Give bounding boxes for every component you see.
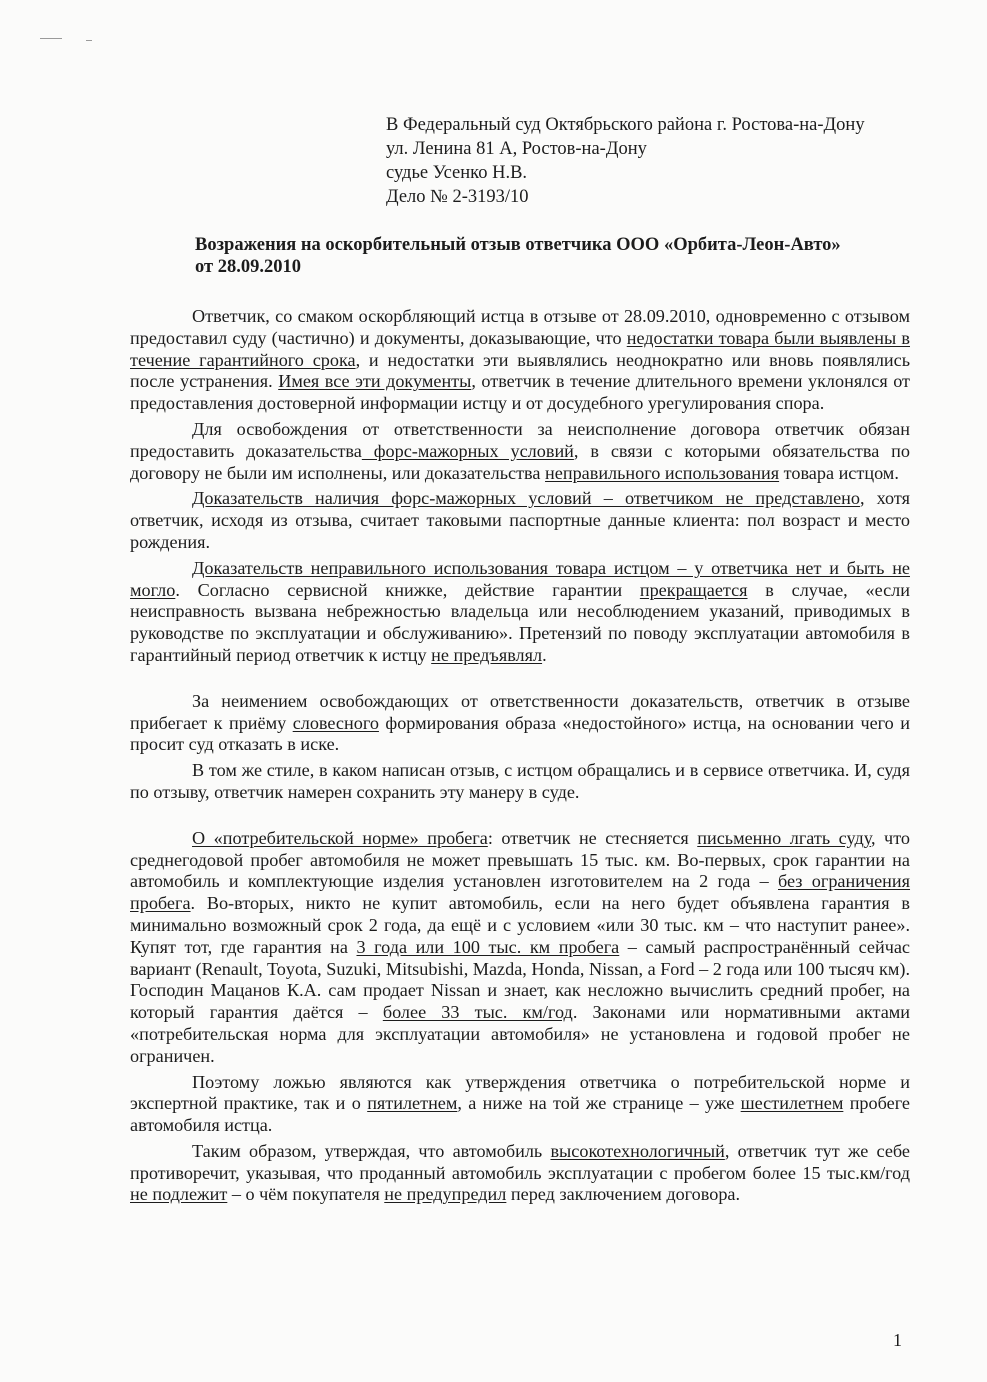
addressee-judge: судье Усенко Н.В. <box>386 163 528 183</box>
underlined-phrase: словесного <box>292 712 379 733</box>
underlined-phrase: без ограничения пробега <box>130 871 911 914</box>
underlined-phrase: Доказательств наличия форс-мажорных условий – ответчиком не представлено <box>192 488 860 509</box>
text-run: , что среднегодовой пробег автомобиля не может превышать 15 тыс. км. Во-первых, срок гарантии на автомобиль и комплектующие изделия установлен изготовителем на 2 года – <box>130 827 910 892</box>
paragraph-6 <box>130 760 910 804</box>
text-run: За неимением освобождающих от ответственности доказательств, ответчик в отзыве прибегает к приёму <box>130 690 910 733</box>
underlined-phrase: не подлежит <box>130 1184 228 1205</box>
case-number: Дело № 2-3193/10 <box>386 187 529 207</box>
underlined-phrase: Имея все эти документы <box>278 371 472 392</box>
underlined-phrase: высокотехнологичный <box>550 1140 725 1161</box>
text-run: пробеге автомобиля истца. <box>130 1093 910 1136</box>
text-run: в случае, «если неисправность вызвана небрежностью владельца или несоблюдением указаний, приводимых в руководстве по эксплуатации и обслуживанию». Претензий по поводу эксплуатации автомобиля в гарантийный период ответчик к истцу <box>130 579 910 665</box>
paragraph-4 <box>130 558 910 667</box>
text-run: Для освобождения от ответственности за неисполнение договора ответчик обязан предоставить доказательства <box>130 418 910 461</box>
underlined-phrase: пятилетнем <box>367 1093 458 1114</box>
addressee-block <box>386 113 865 209</box>
text-run: товара истцом. <box>779 462 899 483</box>
text-run: . Согласно сервисной книжке, действие гарантии <box>175 579 640 600</box>
paragraph-7 <box>130 828 910 1068</box>
addressee-court: В Федеральный суд Октябрьского района г. Ростова-на-Дону <box>386 115 865 135</box>
text-run: – о чём покупателя <box>227 1184 385 1205</box>
underlined-phrase: Доказательств неправильного использования товара истцом – у ответчика нет и быть не могло <box>130 557 910 600</box>
text-run: . Во-вторых, никто не купит автомобиль, если на него будет объявлена гарантия в минимально возможный срок 2 года, да ещё и с условием «или 30 тыс. км – что наступит ранее». Купят тот, где гарантия на <box>130 893 910 957</box>
document-body <box>130 306 910 1206</box>
text-run: . Законами или нормативными актами «потребительская норма для эксплуатации автомобиля» не установлена и годовой пробег не ограничен. <box>130 1002 911 1066</box>
underlined-phrase: О «потребительской норме» пробега <box>192 827 488 848</box>
text-run: : ответчик не стесняется <box>487 827 698 848</box>
title-line-2: от 28.09.2010 <box>195 257 301 277</box>
underlined-phrase: прекращается <box>639 579 748 600</box>
paragraph-2 <box>130 419 910 484</box>
text-run: – самый распространённый сейчас вариант (Renault, Toyota, Suzuki, Mitsubishi, Mazda, Honda, Nissan, а Ford – 2 года или 100 тысяч км). Господин Мацанов К.А. сам продает Nissan и знает, как несложно вычислить средний пробег, на который гарантия даётся – <box>130 936 910 1023</box>
underlined-phrase: недостатки товара были выявлены в течение гарантийного срока <box>130 327 910 370</box>
scan-artifact <box>86 40 92 41</box>
text-run: формирования образа «недостойного» истца, на основании чего и просит суд отказать в иске. <box>130 712 910 755</box>
paragraph-5 <box>130 691 910 756</box>
paragraph-1 <box>130 306 910 415</box>
text-run: Ответчик, со смаком оскорбляющий истца в отзыве от 28.09.2010, одновременно с отзывом предоставил суду (частично) и документы, доказывающие, что <box>130 306 910 348</box>
underlined-phrase: не предупредил <box>384 1184 507 1205</box>
text-run: , в связи с которыми обязательства по договору не были им исполнены, или доказательства <box>130 440 910 483</box>
title-line-1: Возражения на оскорбительный отзыв ответчика ООО «Орбита-Леон-Авто» <box>195 235 841 255</box>
underlined-phrase: 3 года или 100 тыс. км пробега <box>356 936 620 957</box>
underlined-phrase: шестилетнем <box>740 1093 844 1114</box>
text-run: Таким образом, утверждая, что автомобиль <box>192 1140 551 1161</box>
underlined-phrase: более 33 тыс. км/год <box>382 1002 573 1023</box>
paragraph-8 <box>130 1072 910 1137</box>
text-run: . <box>542 644 547 665</box>
paragraph-9 <box>130 1141 910 1206</box>
text-run: , ответчик в течение длительного времени уклонялся от предоставления достоверной информации истцу и от досудебного урегулирования спора. <box>130 371 910 414</box>
text-run: В том же стиле, в каком написан отзыв, с истцом обращались и в сервисе ответчика. И, судя по отзыву, ответчик намерен сохранить эту манеру в суде. <box>130 760 910 802</box>
underlined-phrase: письменно лгать суду <box>697 827 871 848</box>
underlined-phrase: форс-мажорных условий <box>361 440 574 461</box>
text-run: перед заключением договора. <box>506 1184 741 1205</box>
text-run: , и недостатки эти выявлялись неоднократно или вновь появлялись после устранения. <box>130 349 911 392</box>
text-run: , а ниже на той же странице – уже <box>457 1093 741 1114</box>
scan-artifact <box>40 38 62 39</box>
underlined-phrase: неправильного использования <box>545 462 780 483</box>
document-title <box>195 234 915 278</box>
text-run: Поэтому ложью являются как утверждения ответчика о потребительской норме и экспертной практике, так и о <box>130 1071 910 1114</box>
paragraph-3 <box>130 488 910 553</box>
page-number: 1 <box>893 1330 902 1350</box>
text-run: , ответчик тут же себе противоречит, указывая, что проданный автомобиль эксплуатации с пробегом более 15 тыс.км/год <box>130 1140 910 1183</box>
underlined-phrase: не предъявлял <box>431 644 543 665</box>
addressee-street: ул. Ленина 81 А, Ростов-на-Дону <box>386 139 647 159</box>
text-run: , хотя ответчик, исходя из отзыва, считает таковыми паспортные данные клиента: пол возраст и место рождения. <box>130 488 910 552</box>
